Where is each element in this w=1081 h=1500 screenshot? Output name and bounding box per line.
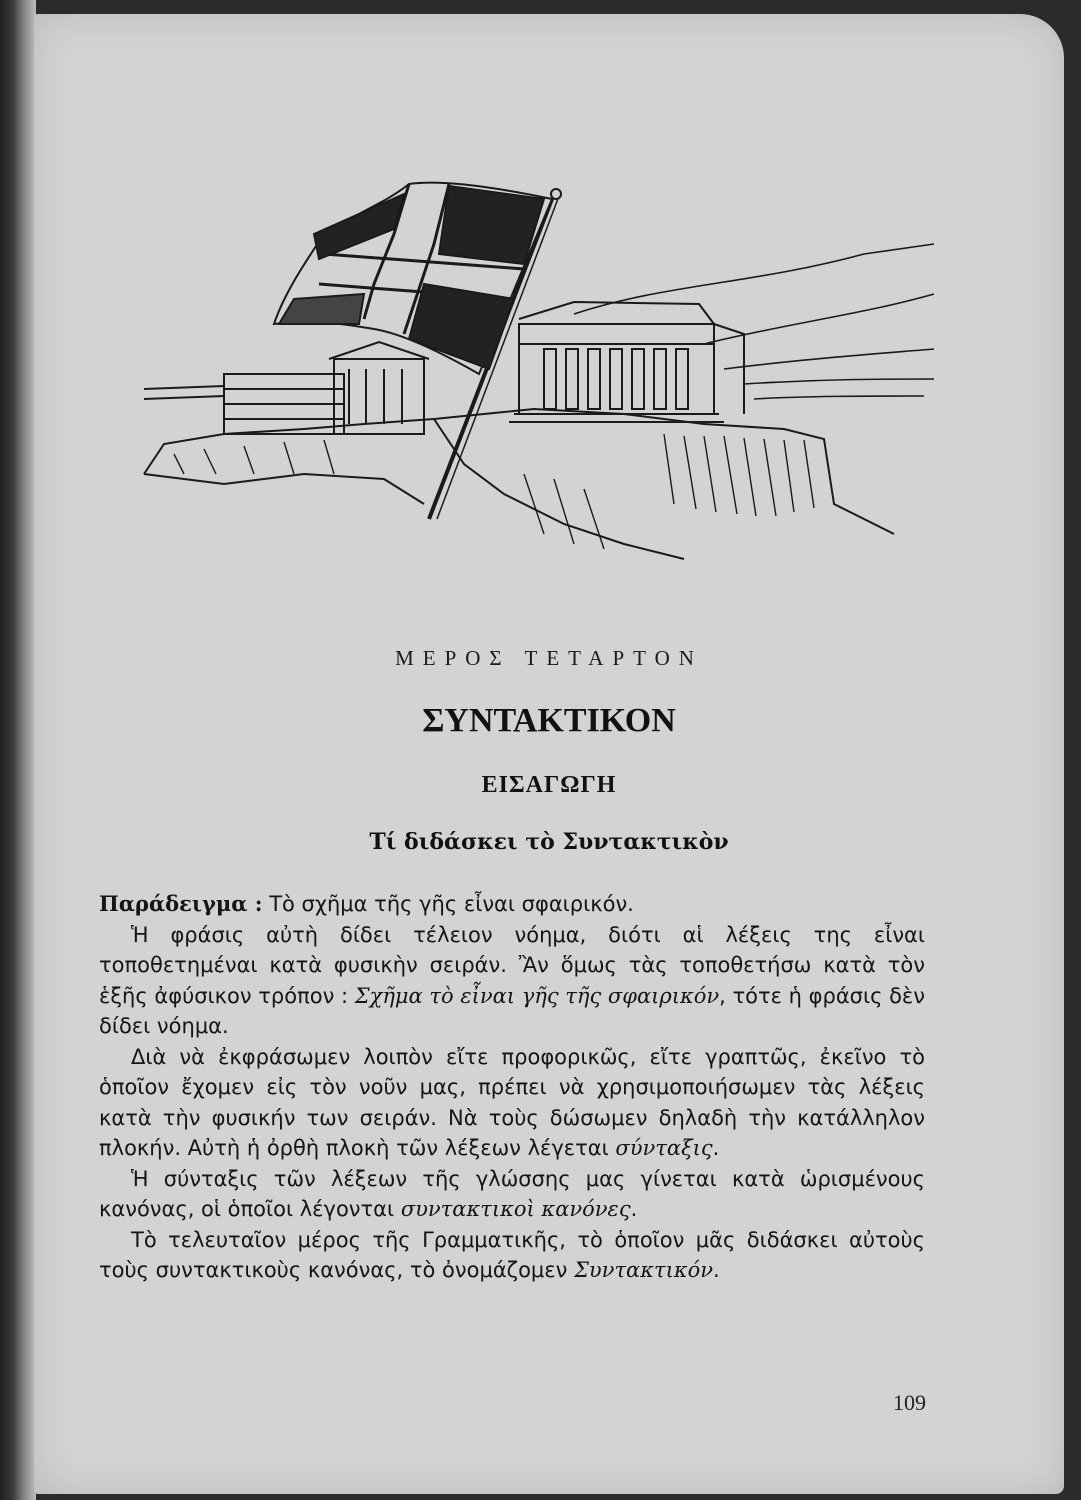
page-number: 109 (893, 1390, 926, 1415)
chapter-title: ΕΙΣΑΓΩΓΗ (481, 772, 617, 798)
paragraph-2-italic: σύνταξις (615, 1136, 713, 1160)
parthenon-drawing (509, 302, 744, 422)
book-binding-edge (0, 0, 36, 1500)
acropolis-rock (144, 409, 894, 534)
paragraph-2-text: Διὰ νὰ ἐκφράσωμεν λοιπὸν εἴτε προφορικῶς, εἴτε γραπτῶς, ἐκεῖνο τὸ ὁποῖον ἔχομεν εἰς τὸν νοῦν μας, πρέπει νὰ χρησιμοποιήσωμεν τὰς λέξεις κατὰ τὴν φυσικήν των σειράν. Νὰ τοὺς δώσωμεν δηλαδὴ τὴν κατάλληλον πλοκήν. Αὐτὴ ἡ ὀρθὴ πλοκὴ τῶν λέξεων λέγεται (99, 1044, 925, 1160)
paragraph-1-text-end: , τότε ἡ φράσις δὲν δίδει νόημα. (99, 983, 926, 1038)
paragraph-3-text-end: . (630, 1197, 638, 1221)
paragraph-1 (99, 920, 925, 1042)
book-page (34, 14, 1064, 1494)
erechtheion-drawing (144, 342, 429, 434)
part-label: ΜΕΡΟΣ ΤΕΤΑΡΤΟΝ (395, 646, 703, 670)
paragraph-4-text-end: . (713, 1258, 720, 1282)
parthenon-flag-illustration (104, 174, 944, 564)
paragraph-1-text: Ἡ φράσις αὐτὴ δίδει τέλειον νόημα, διότι αἱ λέξεις της εἶναι τοποθετημέναι κατὰ φυσικὴν σειράν. Ἂν ὅμως τὰς τοποθετήσω κατὰ τὸν ἑξῆς ἀφύσικον τρόπον : (99, 922, 925, 1008)
paragraph-4 (99, 1225, 925, 1286)
example-label: Παράδειγμα : (99, 891, 263, 916)
paragraph-3-italic: συντακτικοὶ κανόνες (400, 1197, 631, 1221)
paragraph-1-italic: Σχῆμα τὸ εἶναι γῆς τῆς σφαιρικόν (354, 983, 720, 1008)
greek-flag-drawing (274, 183, 552, 374)
example-paragraph (99, 889, 925, 920)
paragraph-2 (99, 1042, 925, 1164)
paragraph-2-text-end: . (712, 1136, 720, 1160)
page-title: ΣΥΝΤΑΚΤΙΚΟΝ (422, 702, 676, 739)
paragraph-4-italic: Συντακτικόν (574, 1258, 714, 1282)
example-text: Τὸ σχῆμα τῆς γῆς εἶναι σφαιρικόν. (262, 892, 634, 916)
paragraph-3-text: Ἡ σύνταξις τῶν λέξεων τῆς γλώσσης μας γίνεται κατὰ ὡρισμένους κανόνας, οἱ ὁποῖοι λέγονται (99, 1166, 925, 1221)
section-title: Τί διδάσκει τὸ Συντακτικὸν (369, 829, 729, 855)
paragraph-3 (99, 1164, 925, 1225)
body-text (99, 889, 925, 1286)
paragraph-4-text: Τὸ τελευταῖον μέρος τῆς Γραμματικῆς, τὸ ὁποῖον μᾶς διδάσκει αὐτοὺς τοὺς συντακτικοὺς κανόνας, τὸ ὀνομάζομεν (99, 1227, 925, 1282)
